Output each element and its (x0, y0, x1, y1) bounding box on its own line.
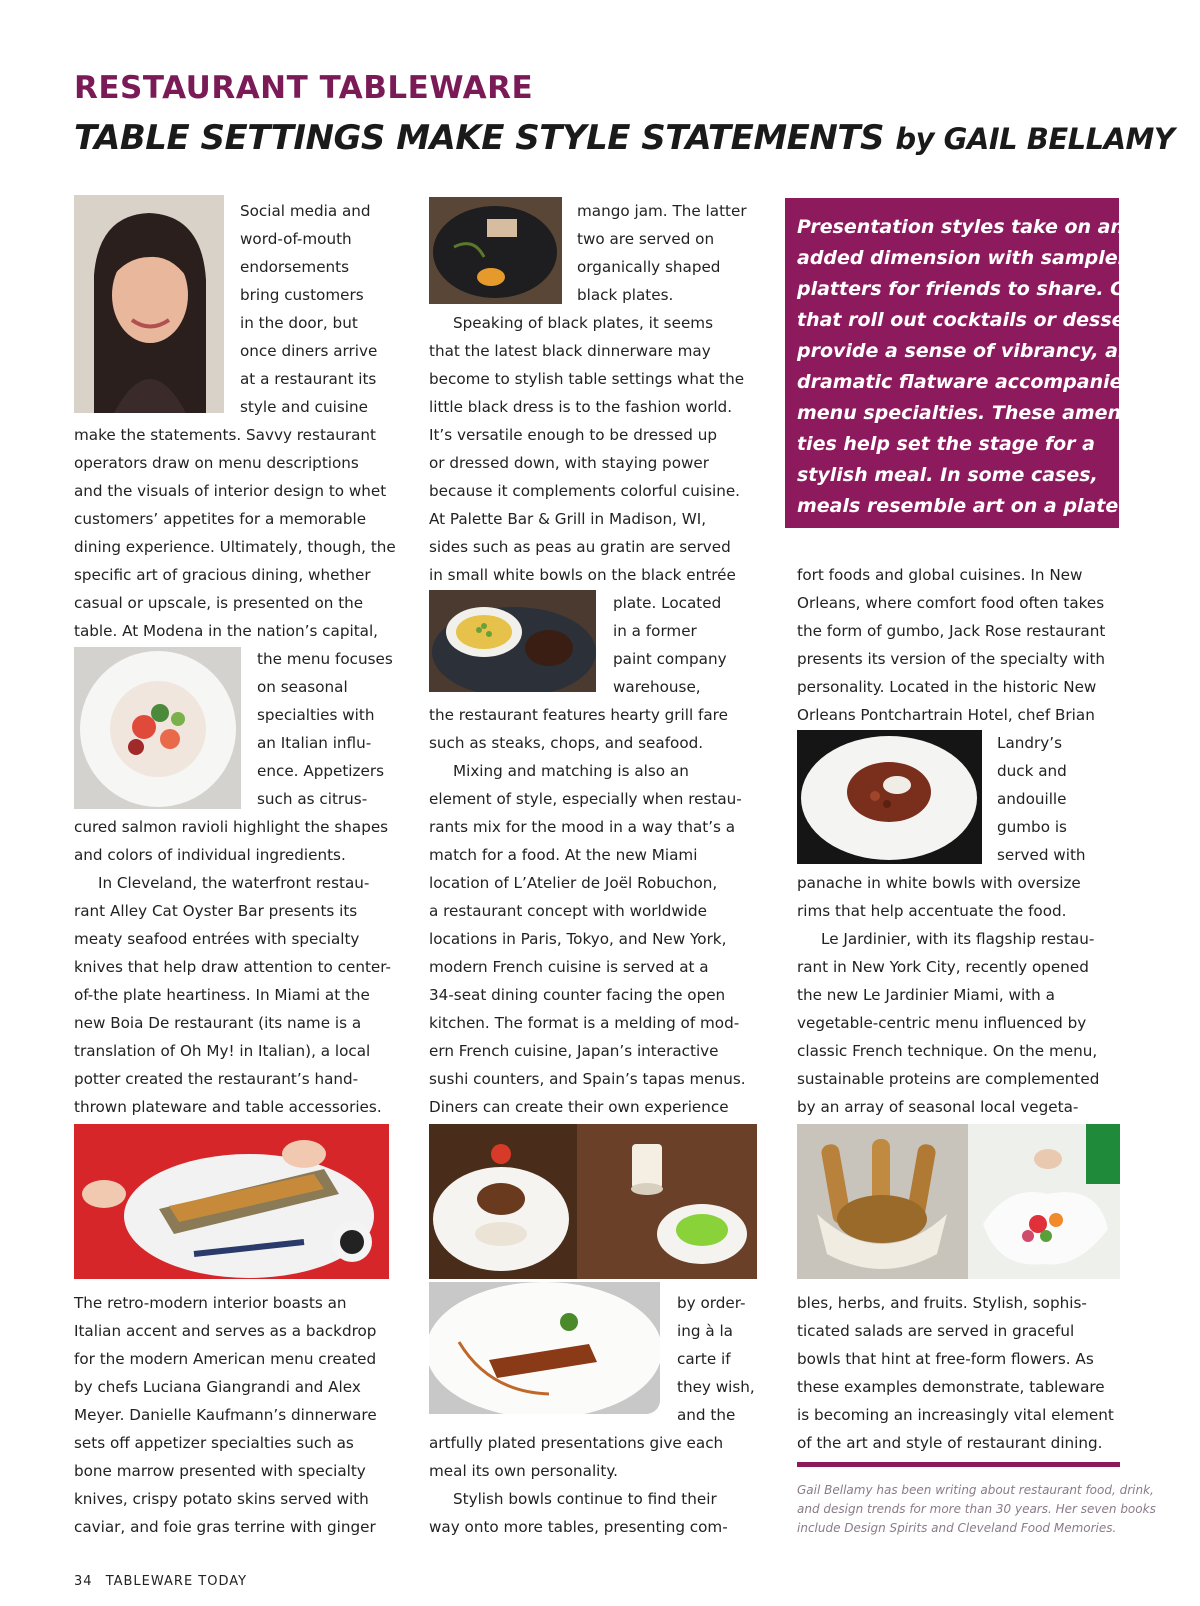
body-text-line: mango jam. The latter (577, 202, 747, 220)
author-photo (74, 195, 224, 413)
salmon-ravioli-photo (74, 647, 241, 809)
body-text-line: table. At Modena in the nation’s capital, (74, 622, 379, 640)
body-text-line: casual or upscale, is presented on the (74, 594, 364, 612)
peas-au-gratin-photo (429, 590, 596, 692)
body-text-line: Stylish bowls continue to find their (453, 1490, 717, 1508)
body-text-line: in a former (613, 622, 697, 640)
body-text-line: gumbo is (997, 818, 1067, 836)
body-text-line: organically shaped (577, 258, 721, 276)
body-text-line: style and cuisine (240, 398, 368, 416)
author-bio-line: include Design Spirits and Cleveland Food Memories. (797, 1521, 1117, 1535)
bone-marrow-photo (74, 1124, 389, 1279)
black-plate-photo (429, 197, 562, 304)
body-text-line: Meyer. Danielle Kaufmann’s dinnerware (74, 1406, 377, 1424)
body-text-line: panache in white bowls with oversize (797, 874, 1081, 892)
section-label: RESTAURANT TABLEWARE (74, 70, 534, 106)
body-text-line: the new Le Jardinier Miami, with a (797, 986, 1055, 1004)
body-text-line: once diners arrive (240, 342, 378, 360)
salad-bowl-photo (968, 1124, 1120, 1279)
body-text-line: because it complements colorful cuisine. (429, 482, 740, 500)
latelier-shot-bowl-photo (577, 1124, 757, 1279)
body-text-line: operators draw on menu descriptions (74, 454, 359, 472)
body-text-line: make the statements. Savvy restaurant (74, 426, 376, 444)
publication-name: TABLEWARE TODAY (105, 1574, 248, 1589)
body-text-line: match for a food. At the new Miami (429, 846, 698, 864)
body-text-line: locations in Paris, Tokyo, and New York, (429, 930, 727, 948)
pull-quote-line: ties help set the stage for a (797, 433, 1095, 455)
pull-quote-line: platters for friends to share. Carts (797, 278, 1167, 300)
author-bio-line: Gail Bellamy has been writing about restaurant food, drink, (797, 1483, 1154, 1497)
body-text-line: such as steaks, chops, and seafood. (429, 734, 704, 752)
headline (74, 118, 1174, 158)
body-text-line: the restaurant features hearty grill fare (429, 706, 728, 724)
body-text-line: two are served on (577, 230, 715, 248)
bread-basket-photo (797, 1124, 968, 1279)
body-text-line: rants mix for the mood in a way that’s a (429, 818, 736, 836)
body-text-line: rims that help accentuate the food. (797, 902, 1067, 920)
pull-quote (785, 198, 1167, 528)
body-text-line: Speaking of black plates, it seems (453, 314, 713, 332)
body-text-line: bring customers (240, 286, 364, 304)
headline-byline: by GAIL BELLAMY (895, 122, 1175, 156)
body-text-line: Diners can create their own experience (429, 1098, 729, 1116)
body-text-line: black plates. (577, 286, 674, 304)
latelier-plate-photo (429, 1282, 660, 1414)
body-text-line: ing à la (677, 1322, 733, 1340)
page-number: 34 (74, 1574, 93, 1589)
page-footer (74, 1574, 247, 1589)
body-text-line: bles, herbs, and fruits. Stylish, sophis- (797, 1294, 1087, 1312)
body-text-line: Orleans Pontchartrain Hotel, chef Brian (797, 706, 1095, 724)
body-text-line: in the door, but (240, 314, 358, 332)
body-text-line: location of L’Atelier de Joël Robuchon, (429, 874, 718, 892)
body-text-line: the menu focuses (257, 650, 393, 668)
body-text-line: sides such as peas au gratin are served (429, 538, 731, 556)
body-text-line: ern French cuisine, Japan’s interactive (429, 1042, 719, 1060)
body-text-line: presents its version of the specialty with (797, 650, 1106, 668)
body-text-line: the form of gumbo, Jack Rose restaurant (797, 622, 1106, 640)
body-text-line: Social media and (240, 202, 371, 220)
body-text-line: specific art of gracious dining, whether (74, 566, 371, 584)
body-text-line: sushi counters, and Spain’s tapas menus. (429, 1070, 746, 1088)
body-text-line: rant Alley Cat Oyster Bar presents its (74, 902, 358, 920)
body-text-line: that the latest black dinnerware may (429, 342, 711, 360)
pull-quote-line: added dimension with sampler (797, 247, 1128, 269)
body-text-line: for the modern American menu created (74, 1350, 377, 1368)
body-text-line: ence. Appetizers (257, 762, 384, 780)
body-text-line: ticated salads are served in graceful (797, 1322, 1075, 1340)
body-text-line: duck and (997, 762, 1067, 780)
body-text-line: by an array of seasonal local vegeta- (797, 1098, 1079, 1116)
body-text-line: meaty seafood entrées with specialty (74, 930, 360, 948)
body-text-line: At Palette Bar & Grill in Madison, WI, (429, 510, 707, 528)
bio-divider (797, 1462, 1120, 1467)
body-text-line: rant in New York City, recently opened (797, 958, 1089, 976)
body-text-line: way onto more tables, presenting com- (429, 1518, 728, 1536)
body-text-line: little black dress is to the fashion world. (429, 398, 733, 416)
body-text-line: and colors of individual ingredients. (74, 846, 346, 864)
body-text-line: word-of-mouth (240, 230, 352, 248)
body-text-line: caviar, and foie gras terrine with ginger (74, 1518, 376, 1536)
latelier-dessert-photo (429, 1124, 577, 1279)
body-text-line: sustainable proteins are complemented (797, 1070, 1100, 1088)
body-text-line: in small white bowls on the black entrée (429, 566, 736, 584)
body-text-line: thrown plateware and table accessories. (74, 1098, 382, 1116)
body-text-line: of the art and style of restaurant dining. (797, 1434, 1103, 1452)
headline-title: TABLE SETTINGS MAKE STYLE STATEMENTS (74, 118, 885, 158)
body-text-line: plate. Located (613, 594, 722, 612)
body-text-line: fort foods and global cuisines. In New (797, 566, 1083, 584)
author-bio-line: and design trends for more than 30 years. Her seven books (797, 1502, 1156, 1516)
body-text-line: Le Jardinier, with its flagship restau- (821, 930, 1095, 948)
body-text-line: sets off appetizer specialties such as (74, 1434, 354, 1452)
body-text-line: vegetable-centric menu influenced by (797, 1014, 1087, 1032)
body-text-line: In Cleveland, the waterfront restau- (98, 874, 370, 892)
body-text-line: paint company (613, 650, 727, 668)
body-text-line: knives, crispy potato skins served with (74, 1490, 369, 1508)
body-text-line: knives that help draw attention to center- (74, 958, 392, 976)
body-text-line: on seasonal (257, 678, 348, 696)
body-text-line: Italian accent and serves as a backdrop (74, 1322, 377, 1340)
body-text-line: and the (677, 1406, 736, 1424)
body-text-line: Orleans, where comfort food often takes (797, 594, 1105, 612)
body-text-line: cured salmon ravioli highlight the shapes (74, 818, 389, 836)
pull-quote-line: stylish meal. In some cases, (797, 464, 1098, 486)
body-text-line: 34-seat dining counter facing the open (429, 986, 726, 1004)
body-text-line: meal its own personality. (429, 1462, 618, 1480)
body-text-line: bowls that hint at free-form flowers. As (797, 1350, 1094, 1368)
gumbo-bowl-photo (797, 730, 982, 864)
body-text-line: is becoming an increasingly vital element (797, 1406, 1114, 1424)
body-text-line: by order- (677, 1294, 746, 1312)
body-text-line: served with (997, 846, 1086, 864)
body-text-line: carte if (677, 1350, 731, 1368)
body-text-line: by chefs Luciana Giangrandi and Alex (74, 1378, 361, 1396)
body-text-line: become to stylish table settings what the (429, 370, 745, 388)
body-text-line: such as citrus- (257, 790, 368, 808)
body-text-line: bone marrow presented with specialty (74, 1462, 366, 1480)
pull-quote-line: menu specialties. These ameni- (797, 402, 1136, 424)
body-text-line: artfully plated presentations give each (429, 1434, 724, 1452)
body-text-line: an Italian influ- (257, 734, 372, 752)
body-text-line: The retro-modern interior boasts an (74, 1294, 347, 1312)
body-text-line: at a restaurant its (240, 370, 377, 388)
body-text-line: or dressed down, with staying power (429, 454, 709, 472)
pull-quote-line: dramatic flatware accompanies (797, 371, 1134, 393)
body-text-line: of-the plate heartiness. In Miami at the (74, 986, 370, 1004)
body-text-line: classic French technique. On the menu, (797, 1042, 1098, 1060)
body-text-line: translation of Oh My! in Italian), a local (74, 1042, 371, 1060)
body-text-line: Mixing and matching is also an (453, 762, 689, 780)
body-text-line: kitchen. The format is a melding of mod- (429, 1014, 740, 1032)
body-text-line: modern French cuisine is served at a (429, 958, 709, 976)
body-text-line: a restaurant concept with worldwide (429, 902, 708, 920)
body-text-line: specialties with (257, 706, 375, 724)
body-text-line: endorsements (240, 258, 350, 276)
pull-quote-line: that roll out cocktails or desserts (797, 309, 1155, 331)
body-text-line: customers’ appetites for a memorable (74, 510, 367, 528)
pull-quote-line: Presentation styles take on an (797, 216, 1125, 238)
body-text-line: they wish, (677, 1378, 755, 1396)
body-text-line: potter created the restaurant’s hand- (74, 1070, 359, 1088)
body-text-line: warehouse, (613, 678, 701, 696)
body-text-line: these examples demonstrate, tableware (797, 1378, 1105, 1396)
body-text-line: andouille (997, 790, 1067, 808)
pull-quote-line: provide a sense of vibrancy, and (797, 340, 1146, 362)
body-text-line: personality. Located in the historic New (797, 678, 1097, 696)
body-text-line: dining experience. Ultimately, though, the (74, 538, 396, 556)
body-text-line: new Boia De restaurant (its name is a (74, 1014, 362, 1032)
body-text-line: and the visuals of interior design to whet (74, 482, 387, 500)
pull-quote-line: meals resemble art on a plate. (797, 495, 1126, 517)
body-text-line: element of style, especially when restau- (429, 790, 742, 808)
body-text-line: It’s versatile enough to be dressed up (429, 426, 718, 444)
body-text-line: Landry’s (997, 734, 1063, 752)
